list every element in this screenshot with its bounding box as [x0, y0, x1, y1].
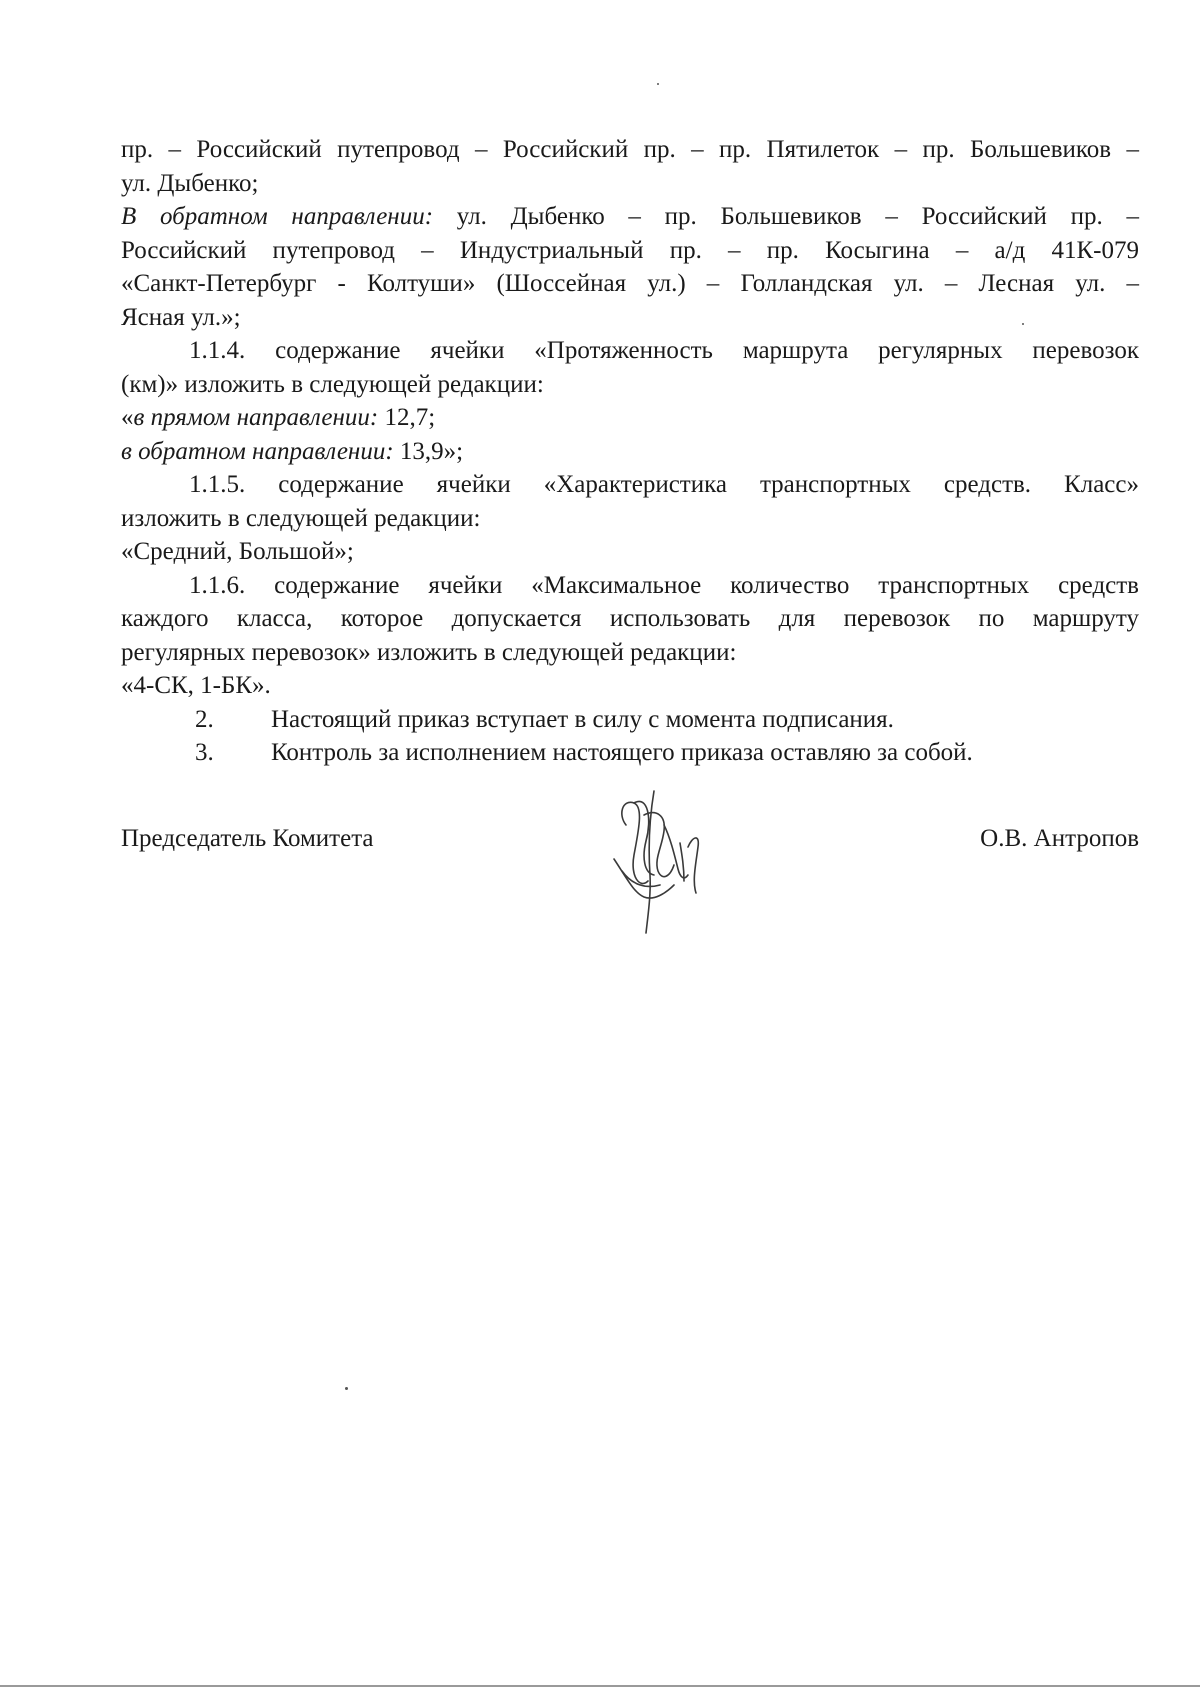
body-line: ул. Дыбенко;	[121, 169, 259, 197]
body-line	[121, 401, 1139, 435]
body-line: каждого класса, которое допускается использовать для перевозок по маршруту	[121, 605, 1139, 632]
clause-1-1-4: 1.1.4. содержание ячейки «Протяженность маршрута регулярных перевозок	[189, 337, 1139, 364]
body-text: 12,7;	[378, 404, 436, 431]
body-line: регулярных перевозок» изложить в следующей редакции:	[121, 638, 737, 666]
body-line: пр. – Российский путепровод – Российский пр. – пр. Пятилеток – пр. Большевиков –	[121, 136, 1139, 163]
body-line: (км)» изложить в следующей редакции:	[121, 370, 544, 398]
scan-speck	[345, 1387, 348, 1390]
clause-1-1-5: 1.1.5. содержание ячейки «Характеристика транспортных средств. Класс»	[189, 471, 1139, 498]
body-line: «Санкт-Петербург - Колтуши» (Шоссейная ул.) – Голландская ул. – Лесная ул. –	[121, 270, 1139, 297]
quote-mark: «	[121, 404, 134, 431]
scan-speck	[1022, 323, 1024, 325]
handwritten-signature	[604, 785, 734, 935]
clause-1-1-6: 1.1.6. содержание ячейки «Максимальное количество транспортных средств	[189, 571, 1139, 599]
italic-phrase: в обратном направлении:	[121, 437, 394, 465]
body-line: «Средний, Большой»;	[121, 538, 354, 565]
body-line	[121, 200, 1139, 234]
body-line: Ясная ул.»;	[121, 303, 241, 331]
scan-speck	[657, 83, 659, 85]
document-body	[121, 133, 1139, 770]
body-text: ул. Дыбенко – пр. Большевиков – Российский пр. –	[433, 203, 1139, 230]
item-number: 2.	[195, 705, 214, 733]
numbered-item-2	[121, 703, 1139, 737]
italic-phrase: В обратном направлении:	[121, 203, 434, 230]
signatory-title: Председатель Комитета	[121, 825, 374, 852]
item-text: Настоящий приказ вступает в силу с момента подписания.	[271, 705, 894, 733]
signatory-name: О.В. Антропов	[980, 825, 1139, 852]
body-line: изложить в следующей редакции:	[121, 504, 481, 532]
page-edge-line	[0, 1685, 1200, 1687]
body-line	[121, 435, 1139, 469]
body-line: Российский путепровод – Индустриальный пр. – пр. Косыгина – а/д 41К-079	[121, 236, 1139, 264]
body-line: «4-СК, 1-БК».	[121, 672, 271, 699]
italic-phrase: в прямом направлении:	[133, 404, 379, 431]
item-number: 3.	[195, 739, 214, 766]
item-text: Контроль за исполнением настоящего приказа оставляю за собой.	[271, 739, 973, 766]
body-text: 13,9»;	[393, 437, 464, 465]
numbered-item-3	[121, 736, 1139, 770]
